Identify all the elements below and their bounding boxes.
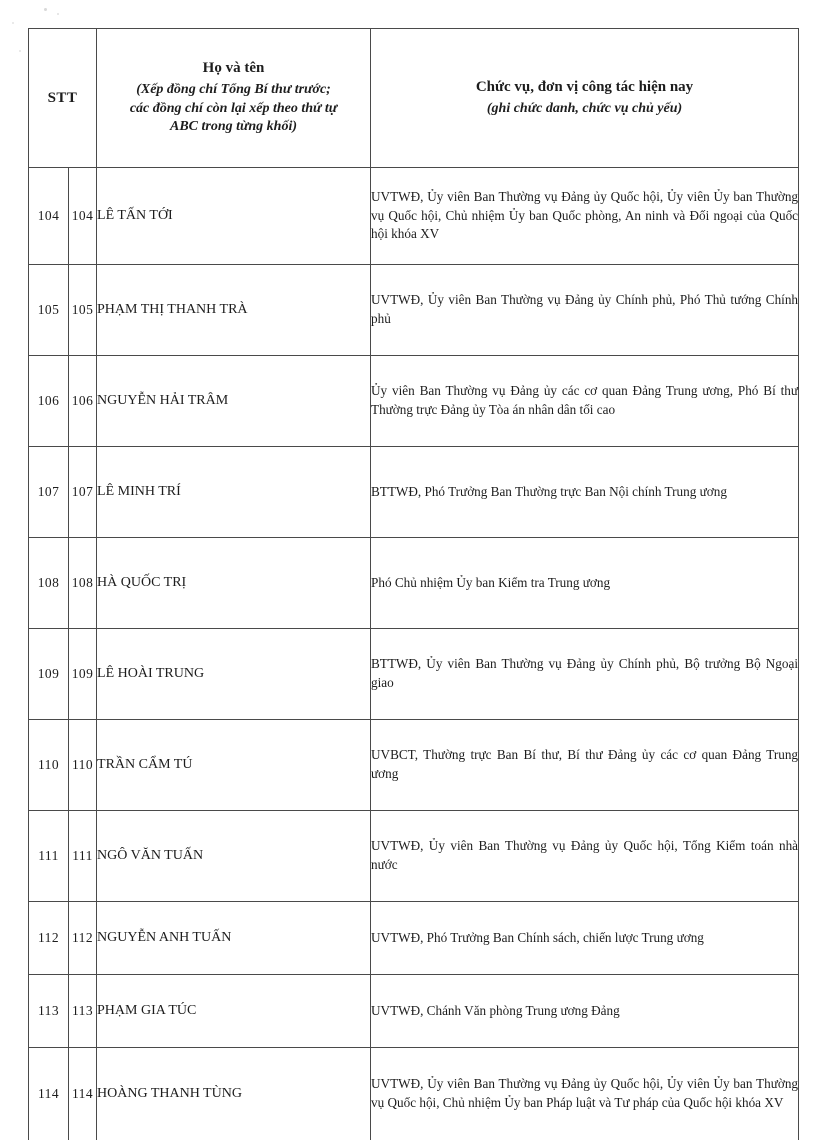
row-number-primary: 110 — [29, 720, 69, 811]
row-name: PHẠM THỊ THANH TRÀ — [97, 265, 371, 356]
column-header-position-title: Chức vụ, đơn vị công tác hiện nay — [381, 78, 788, 98]
row-position: UVTWĐ, Chánh Văn phòng Trung ương Đảng — [371, 975, 799, 1048]
row-number-secondary: 107 — [69, 447, 97, 538]
row-name: HOÀNG THANH TÙNG — [97, 1048, 371, 1140]
row-name: LÊ HOÀI TRUNG — [97, 629, 371, 720]
table-row — [29, 265, 799, 356]
row-number-secondary: 105 — [69, 265, 97, 356]
table-row — [29, 447, 799, 538]
table-row — [29, 975, 799, 1048]
row-number-secondary: 106 — [69, 356, 97, 447]
row-number-secondary: 104 — [69, 168, 97, 265]
row-number-primary: 114 — [29, 1048, 69, 1140]
row-position: UVTWĐ, Ủy viên Ban Thường vụ Đảng ủy Quốc hội, Tổng Kiểm toán nhà nước — [371, 811, 799, 902]
row-number-secondary: 113 — [69, 975, 97, 1048]
table-row — [29, 811, 799, 902]
row-number-secondary: 110 — [69, 720, 97, 811]
row-position: UVBCT, Thường trực Ban Bí thư, Bí thư Đảng ủy các cơ quan Đảng Trung ương — [371, 720, 799, 811]
row-number-primary: 109 — [29, 629, 69, 720]
column-header-position-note: (ghi chức danh, chức vụ chủ yếu) — [381, 100, 788, 119]
row-position: Phó Chủ nhiệm Ủy ban Kiểm tra Trung ương — [371, 538, 799, 629]
row-number-primary: 112 — [29, 902, 69, 975]
header-row — [29, 29, 799, 168]
table-row — [29, 168, 799, 265]
document-page — [28, 28, 798, 1140]
scan-speck — [44, 8, 47, 11]
scan-speck — [12, 22, 14, 24]
scan-speck — [57, 13, 59, 15]
column-header-name — [97, 29, 371, 168]
table-row — [29, 1048, 799, 1140]
row-number-primary: 106 — [29, 356, 69, 447]
row-position: UVTWĐ, Ủy viên Ban Thường vụ Đảng ủy Quốc hội, Ủy viên Ủy ban Thường vụ Quốc hội, Chủ nhiệm Ủy ban Quốc phòng, An ninh và Đối ngoại của Quốc hội khóa XV — [371, 168, 799, 265]
column-header-name-note-line3: ABC trong từng khối) — [107, 118, 360, 137]
table-row — [29, 538, 799, 629]
table-body — [29, 168, 799, 1140]
row-number-secondary: 114 — [69, 1048, 97, 1140]
personnel-table — [28, 28, 799, 1140]
row-name: HÀ QUỐC TRỊ — [97, 538, 371, 629]
column-header-name-note-line1: (Xếp đồng chí Tổng Bí thư trước; — [107, 81, 360, 100]
row-number-primary: 107 — [29, 447, 69, 538]
row-name: LÊ MINH TRÍ — [97, 447, 371, 538]
column-header-stt: STT — [29, 29, 97, 168]
table-row — [29, 629, 799, 720]
table-header — [29, 29, 799, 168]
row-number-primary: 113 — [29, 975, 69, 1048]
row-number-secondary: 108 — [69, 538, 97, 629]
table-row — [29, 720, 799, 811]
column-header-name-title: Họ và tên — [107, 59, 360, 79]
column-header-position — [371, 29, 799, 168]
row-position: UVTWĐ, Ủy viên Ban Thường vụ Đảng ủy Quốc hội, Ủy viên Ủy ban Thường vụ Quốc hội, Chủ nhiệm Ủy ban Pháp luật và Tư pháp của Quốc hội khóa XV — [371, 1048, 799, 1140]
row-position: UVTWĐ, Phó Trưởng Ban Chính sách, chiến lược Trung ương — [371, 902, 799, 975]
row-name: NGUYỄN HẢI TRÂM — [97, 356, 371, 447]
row-position: Ủy viên Ban Thường vụ Đảng ủy các cơ quan Đảng Trung ương, Phó Bí thư Thường trực Đảng ủy Tòa án nhân dân tối cao — [371, 356, 799, 447]
row-name: TRẦN CẨM TÚ — [97, 720, 371, 811]
row-number-primary: 105 — [29, 265, 69, 356]
row-number-primary: 108 — [29, 538, 69, 629]
table-row — [29, 902, 799, 975]
table-row — [29, 356, 799, 447]
row-number-primary: 104 — [29, 168, 69, 265]
row-number-secondary: 109 — [69, 629, 97, 720]
row-position: UVTWĐ, Ủy viên Ban Thường vụ Đảng ủy Chính phủ, Phó Thủ tướng Chính phủ — [371, 265, 799, 356]
row-number-secondary: 111 — [69, 811, 97, 902]
row-number-primary: 111 — [29, 811, 69, 902]
row-name: NGÔ VĂN TUẤN — [97, 811, 371, 902]
row-position: BTTWĐ, Phó Trưởng Ban Thường trực Ban Nội chính Trung ương — [371, 447, 799, 538]
row-name: PHẠM GIA TÚC — [97, 975, 371, 1048]
column-header-name-note-line2: các đồng chí còn lại xếp theo thứ tự — [107, 100, 360, 119]
row-name: LÊ TẤN TỚI — [97, 168, 371, 265]
row-position: BTTWĐ, Ủy viên Ban Thường vụ Đảng ủy Chính phủ, Bộ trưởng Bộ Ngoại giao — [371, 629, 799, 720]
row-number-secondary: 112 — [69, 902, 97, 975]
row-name: NGUYỄN ANH TUẤN — [97, 902, 371, 975]
scan-speck — [19, 50, 21, 52]
